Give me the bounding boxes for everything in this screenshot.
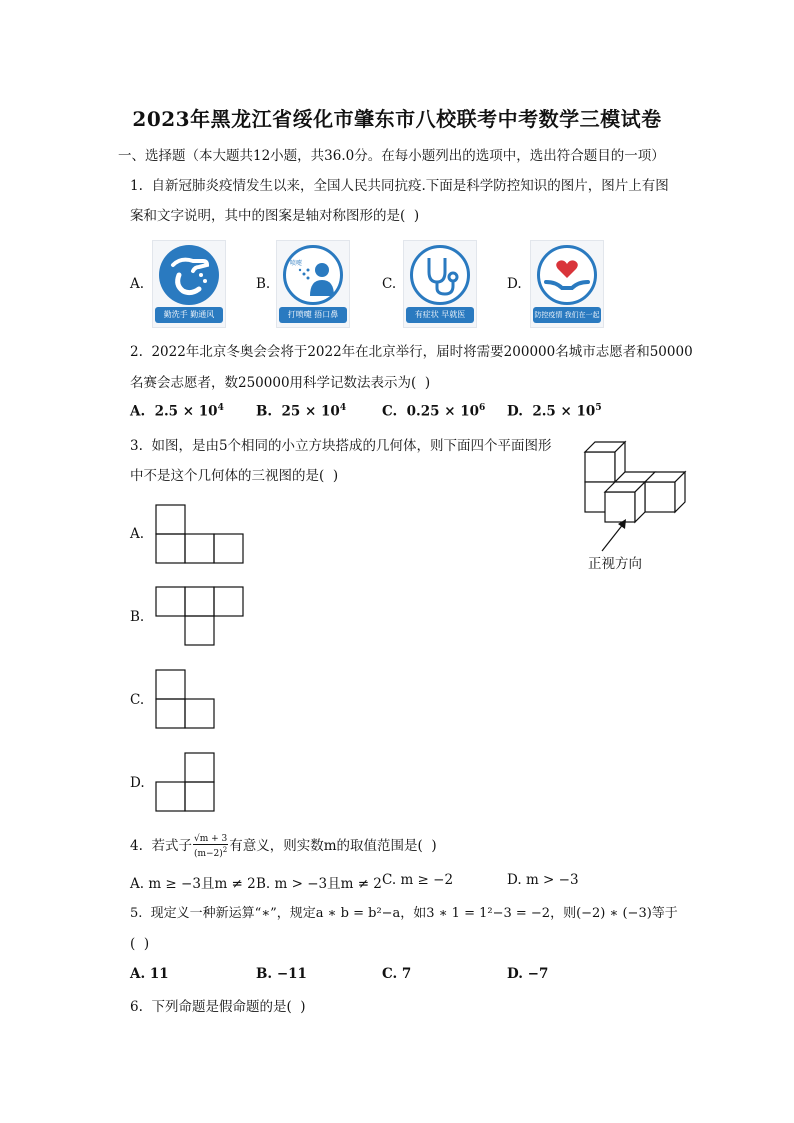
- q3-option-d-grid: [155, 752, 217, 814]
- q4-fraction-denominator-base: (m−2): [193, 849, 223, 859]
- q3-option-a-grid: [155, 504, 245, 564]
- sneeze-icon: [283, 245, 343, 305]
- q4-option-d-text: m > −3: [525, 872, 579, 888]
- q2-option-d: [507, 403, 602, 420]
- view-direction-arrow-icon: [598, 515, 638, 555]
- question-1-text-line1: 1. 自新冠肺炎疫情发生以来，全国人民共同抗疫.下面是科学防控知识的图片，图片上有图: [130, 178, 669, 194]
- question-1-text-line2: 案和文字说明，其中的图案是轴对称图形的是( ): [130, 208, 420, 224]
- q4-option-d: [507, 872, 579, 888]
- q2-option-b-label: B.: [256, 403, 273, 420]
- option-a-caption: 勤洗手 勤通风: [155, 307, 223, 323]
- q2-option-c-label: C.: [382, 403, 398, 420]
- q5-option-b-text: −11: [276, 966, 307, 982]
- figure-caption: 正视方向: [588, 556, 642, 572]
- q2-option-b: [256, 403, 346, 420]
- q3-option-c-label: C.: [130, 692, 145, 708]
- q4-option-a-text: m ≥ −3且m ≠ 2: [148, 876, 256, 892]
- option-c-image: [403, 240, 477, 328]
- question-5-text-line1: 5. 现定义一种新运算“∗”，规定a ∗ b = b²−a，如3 ∗ 1 = 1²−3 = −2，则(−2) ∗ (−3)等于: [130, 906, 678, 921]
- q3-option-b-grid: [155, 586, 245, 646]
- q4-fraction-denominator: [193, 845, 228, 859]
- q2-option-a-exp: 4: [217, 403, 224, 413]
- option-a-label: A.: [130, 276, 145, 292]
- q4-fraction-numerator: √m + 3: [193, 834, 228, 844]
- q2-option-a-label: A.: [130, 403, 146, 420]
- option-a-image: [152, 240, 226, 328]
- option-c-caption: 有症状 早就医: [406, 307, 474, 323]
- option-b-caption: 打喷嚏 捂口鼻: [279, 307, 347, 323]
- q2-option-d-base: 2.5 × 10: [532, 403, 596, 420]
- sneeze-small-text: 喷嚏: [290, 260, 303, 267]
- section-heading: 一、选择题（本大题共12小题，共36.0分。在每小题列出的选项中，选出符合题目的一项）: [118, 148, 665, 164]
- q4-option-d-label: D.: [507, 872, 522, 888]
- q2-option-a-base: 2.5 × 10: [154, 403, 218, 420]
- option-d-caption: 防控疫情 我们在一起: [533, 307, 601, 323]
- stethoscope-icon: [410, 245, 470, 305]
- q5-option-b-label: B.: [256, 966, 273, 982]
- option-b-label: B.: [256, 276, 271, 292]
- q3-option-c-grid: [155, 669, 217, 731]
- option-c-label: C.: [382, 276, 397, 292]
- q5-option-a-label: A.: [130, 966, 146, 982]
- q2-option-b-base: 25 × 10: [281, 403, 340, 420]
- q4-option-b-text: m > −3且m ≠ 2: [274, 876, 382, 892]
- q4-suffix: 有意义，则实数m的取值范围是( ): [229, 838, 437, 854]
- q4-option-c: [382, 872, 453, 888]
- q5-option-c: [382, 966, 411, 982]
- option-b-image: [276, 240, 350, 328]
- question-3-text-line2: 中不是这个几何体的三视图的是( ): [130, 468, 339, 484]
- hand-washing-icon: [159, 245, 219, 305]
- q4-fraction-denominator-exp: 2: [222, 846, 228, 854]
- question-2-text-line2: 名赛会志愿者，数250000用科学记数法表示为( ): [130, 375, 431, 391]
- q5-option-a: [130, 966, 169, 982]
- q4-option-b: [256, 872, 382, 892]
- q2-option-a: [130, 403, 224, 420]
- q5-option-d: [507, 966, 548, 982]
- q4-option-a-label: A.: [130, 876, 145, 892]
- q2-option-b-exp: 4: [339, 403, 347, 413]
- q4-option-a: [130, 872, 256, 892]
- q5-option-a-text: 11: [149, 966, 169, 982]
- q2-option-d-label: D.: [507, 403, 523, 420]
- question-3-text-line1: 3. 如图，是由5个相同的小立方块搭成的几何体，则下面四个平面图形: [130, 438, 552, 454]
- q4-option-c-label: C.: [382, 872, 397, 888]
- heart-hands-icon: [537, 245, 597, 305]
- q3-option-a-label: A.: [130, 526, 145, 542]
- q2-option-c-base: 0.25 × 10: [406, 403, 480, 420]
- q5-option-d-text: −7: [527, 966, 549, 982]
- q5-option-d-label: D.: [507, 966, 523, 982]
- option-d-label: D.: [507, 276, 522, 292]
- q2-option-c-exp: 6: [479, 403, 486, 413]
- q5-option-c-text: 7: [401, 966, 412, 982]
- q3-option-b-label: B.: [130, 609, 145, 625]
- question-4-text: [130, 834, 437, 859]
- q4-fraction: [193, 834, 228, 859]
- question-2-text-line1: 2. 2022年北京冬奥会会将于2022年在北京举行，届时将需要200000名城市志愿者和50000: [130, 344, 693, 360]
- option-d-image: [530, 240, 604, 328]
- q2-option-d-exp: 5: [595, 403, 602, 413]
- q3-option-d-label: D.: [130, 775, 145, 791]
- q5-option-b: [256, 966, 307, 982]
- q4-prefix: 4. 若式子: [130, 838, 192, 854]
- q4-option-b-label: B.: [256, 876, 271, 892]
- question-6-text: 6. 下列命题是假命题的是( ): [130, 999, 306, 1015]
- q4-option-c-text: m ≥ −2: [400, 872, 454, 888]
- q5-option-c-label: C.: [382, 966, 398, 982]
- question-5-text-line2: ( ): [130, 936, 150, 952]
- page-title: 2023年黑龙江省绥化市肇东市八校联考中考数学三模试卷: [132, 107, 662, 131]
- q2-option-c: [382, 403, 485, 420]
